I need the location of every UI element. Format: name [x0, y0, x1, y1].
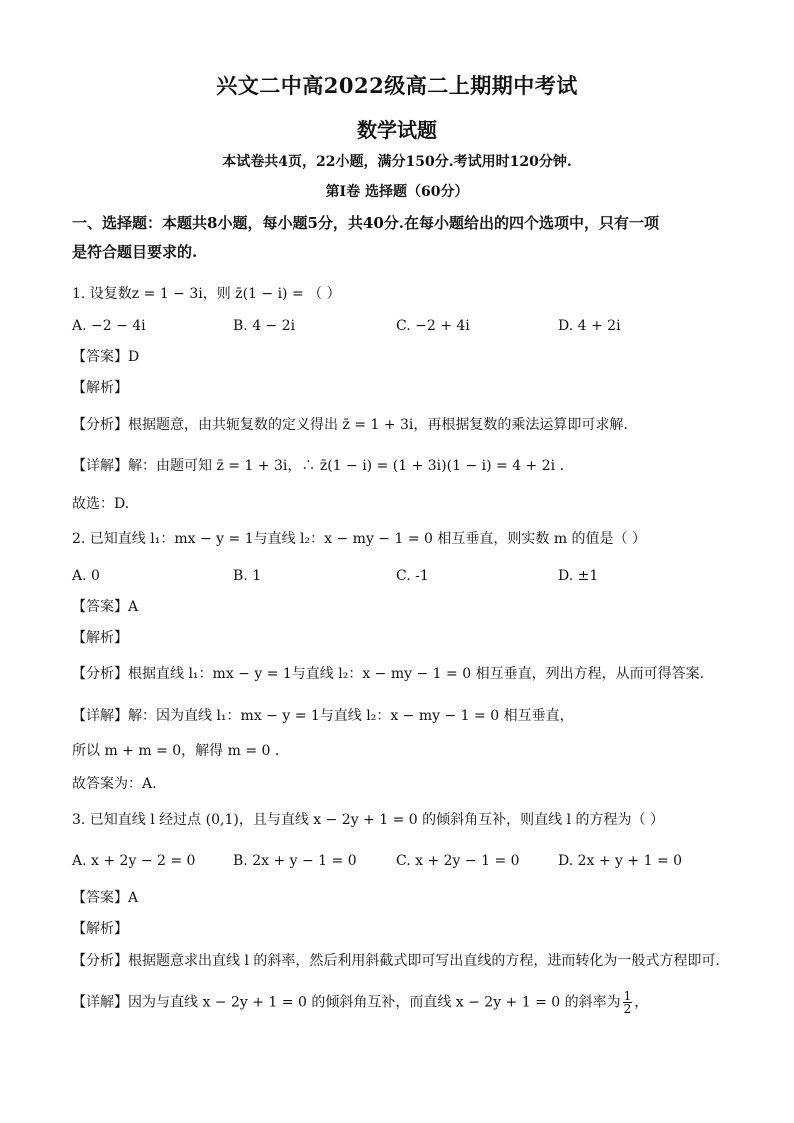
q1-option-a: A. −2 − 4i [72, 318, 146, 334]
fraction-numerator: 1 [623, 989, 632, 1003]
exam-info: 本试卷共4页，22小题，满分150分.考试用时120分钟. [222, 154, 572, 170]
q3-jiexi-label: 【解析】 [72, 921, 128, 937]
section-heading-line1: 一、选择题：本题共8小题，每小题5分，共40分.在每小题给出的四个选项中，只有一项 [72, 214, 659, 232]
fraction-denominator: 2 [623, 1002, 632, 1016]
part-heading: 第I卷 选择题（60分） [325, 184, 469, 200]
q1-stem: 1. 设复数z = 1 − 3i，则 z̄(1 − i) = （ ） [72, 286, 341, 302]
q3-option-b: B. 2x + y − 1 = 0 [233, 853, 357, 869]
q1-solution: 【详解】解：由题可知 z̄ = 1 + 3i，∴ z̄(1 − i) = (1 + 3i)(1 − i) = 4 + 2i . [72, 458, 565, 474]
q1-analysis: 【分析】根据题意，由共轭复数的定义得出 z̄ = 1 + 3i，再根据复数的乘法运算即可求解. [72, 417, 628, 433]
q3-solution-end: ， [634, 994, 649, 1011]
q3-analysis: 【分析】根据题意求出直线 l 的斜率，然后利用斜截式即可写出直线的方程，进而转化为一般式方程即可. [72, 953, 720, 969]
q3-stem: 3. 已知直线 l 经过点 (0,1)，且与直线 x − 2y + 1 = 0 的倾斜角互补，则直线 l 的方程为（ ） [72, 812, 664, 828]
q2-solution-line2: 所以 m + m = 0，解得 m = 0 . [72, 743, 280, 759]
q2-option-b: B. 1 [233, 568, 262, 584]
fraction-one-half [623, 990, 633, 1015]
q2-option-d: D. ±1 [558, 568, 599, 584]
q2-analysis: 【分析】根据直线 l₁：mx − y = 1与直线 l₂：x − my − 1 = 0 相互垂直，列出方程，从而可得答案. [72, 666, 705, 682]
q2-solution: 【详解】解：因为直线 l₁：mx − y = 1与直线 l₂：x − my − 1 = 0 相互垂直， [72, 708, 574, 724]
q1-option-c: C. −2 + 4i [396, 318, 470, 334]
q3-solution [72, 990, 648, 1015]
q2-stem: 2. 已知直线 l₁：mx − y = 1与直线 l₂：x − my − 1 = 0 相互垂直，则实数 m 的值是（ ） [72, 531, 646, 547]
exam-title: 兴文二中高2022级高二上期期中考试 [216, 73, 578, 98]
q2-conclusion: 故答案为：A. [72, 776, 157, 792]
q1-answer: 【答案】D [72, 349, 140, 365]
q2-option-c: C. -1 [396, 568, 429, 584]
q2-jiexi-label: 【解析】 [72, 630, 128, 646]
q1-conclusion: 故选：D. [72, 496, 130, 512]
q2-option-a: A. 0 [72, 568, 100, 584]
section-heading-line2: 是符合题目要求的. [72, 243, 198, 261]
q3-option-a: A. x + 2y − 2 = 0 [72, 853, 196, 869]
q2-answer: 【答案】A [72, 599, 139, 615]
q1-option-d: D. 4 + 2i [558, 318, 621, 334]
q3-option-d: D. 2x + y + 1 = 0 [558, 853, 683, 869]
subject-title: 数学试题 [357, 118, 437, 142]
q1-option-b: B. 4 − 2i [233, 318, 296, 334]
q3-answer: 【答案】A [72, 890, 139, 906]
q3-solution-text: 【详解】因为与直线 x − 2y + 1 = 0 的倾斜角互补，而直线 x − 2y + 1 = 0 的斜率为 [72, 994, 621, 1011]
q3-option-c: C. x + 2y − 1 = 0 [396, 853, 520, 869]
q1-jiexi-label: 【解析】 [72, 380, 128, 396]
